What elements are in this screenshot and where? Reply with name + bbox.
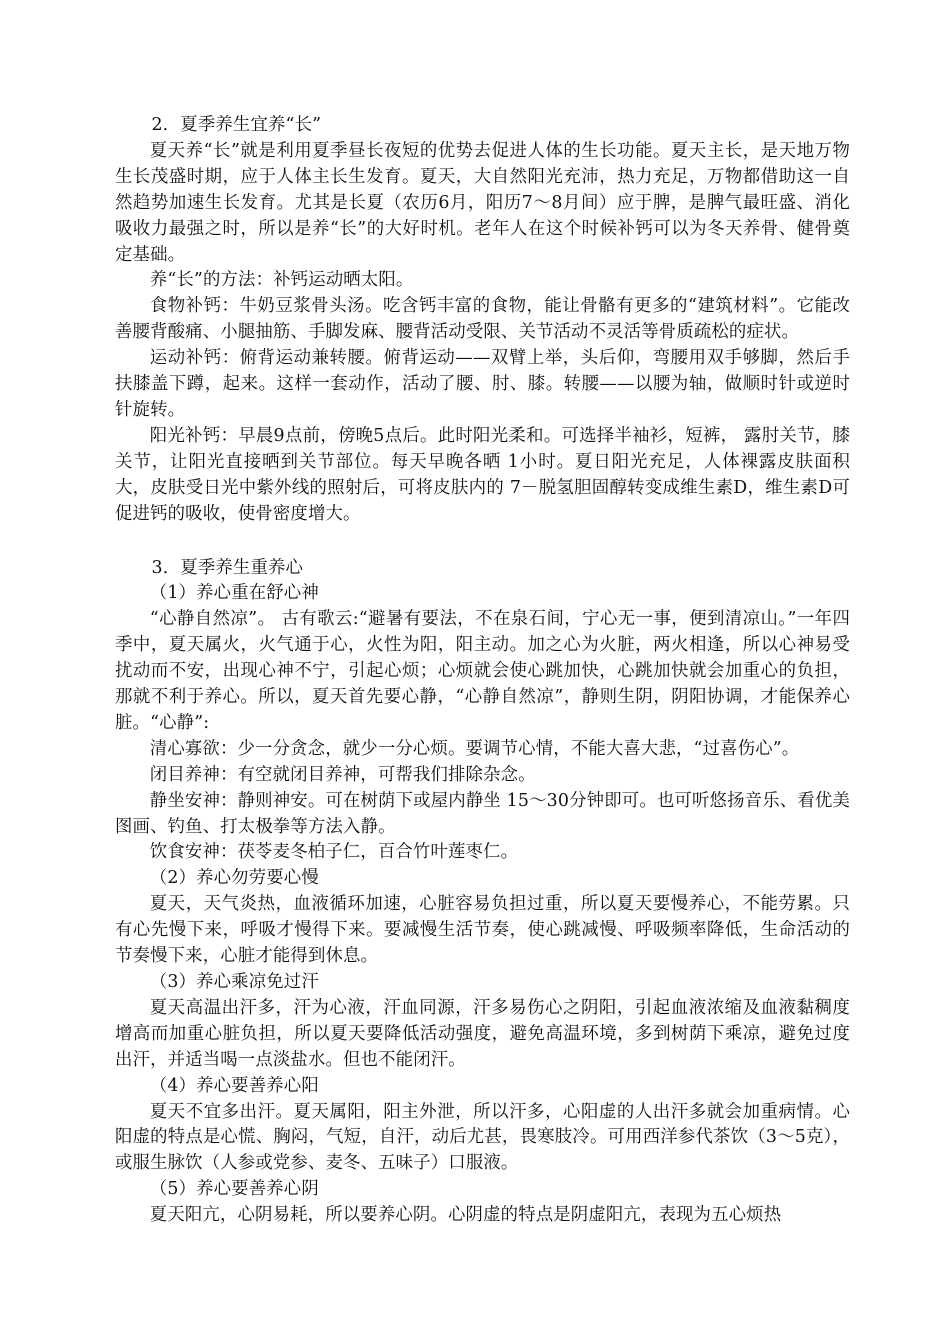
section-3-heading: 3．夏季养生重养心 bbox=[151, 557, 304, 578]
paragraph: 运动补钙：俯背运动兼转腰。俯背运动——双臂上举，头后仰，弯腰用双手够脚，然后手扶膝盖下蹲，起来。这样一套动作，活动了腰、肘、膝。转腰——以腰为轴，做顺时针或逆时针旋转。 bbox=[115, 348, 850, 420]
paragraph: 养“长”的方法：补钙运动晒太阳。 bbox=[149, 270, 414, 291]
subsection-heading: （5）养心要善养心阴 bbox=[149, 1179, 319, 1200]
section-2-heading: 2．夏季养生宜养“长” bbox=[151, 115, 322, 135]
subsection-heading: （2）养心勿劳要心慢 bbox=[149, 868, 319, 889]
paragraph: 夏天不宜多出汗。夏天属阳，阳主外泄，所以汗多，心阳虚的人出汗多就会加重病情。心阳虚的特点是心慌、胸闷，气短，自汗，动后尤甚，畏寒肢冷。可用西洋参代茶饮（3～5克），或服生脉饮（人参或党参、麦冬、五味子）口服液。 bbox=[115, 1101, 850, 1174]
paragraph: 夏天高温出汗多，汗为心液，汗血同源，汗多易伤心之阴阳，引起血液浓缩及血液黏稠度增高而加重心脏负担，所以夏天要降低活动强度，避免高温环境，多到树荫下乘凉，避免过度出汗，并适当喝一点淡盐水。但也不能闭汗。 bbox=[115, 997, 850, 1070]
paragraph: 阳光补钙：早晨9点前，傍晚5点后。此时阳光柔和。可选择半袖衫，短裤， 露肘关节，膝关节，让阳光直接晒到关节部位。每天早晚各晒 1小时。夏日阳光充足，人体裸露皮肤面积大，皮肤受日光中紫外线的照射后，可将皮肤内的 7－脱氢胆固醇转变成维生素D，维生素D可促进钙的吸收，使骨密度增大。 bbox=[115, 425, 850, 524]
paragraph: “心静自然凉”。 古有歌云:“避暑有要法，不在泉石间，宁心无一事，便到清凉山。”一年四季中，夏天属火，火气通于心，火性为阳，阳主动。加之心为火脏，两火相逢，所以心神易受扰动而不安，出现心神不宁，引起心烦；心烦就会使心跳加快，心跳加快就会加重心的负担，那就不利于养心。所以，夏天首先要心静，“心静自然凉”，静则生阴，阴阳协调，才能保养心脏。“心静”: bbox=[115, 609, 850, 733]
paragraph: 清心寡欲：少一分贪念，就少一分心烦。要调节心情，不能大喜大悲，“过喜伤心”。 bbox=[149, 738, 800, 759]
paragraph: 食物补钙：牛奶豆浆骨头汤。吃含钙丰富的食物，能让骨骼有更多的“建筑材料”。它能改善腰背酸痛、小腿抽筋、手脚发麻、腰背活动受限、关节活动不灵活等骨质疏松的症状。 bbox=[115, 296, 850, 343]
paragraph: 饮食安神：茯苓麦冬柏子仁，百合竹叶莲枣仁。 bbox=[149, 842, 519, 863]
section-spacer bbox=[115, 528, 850, 556]
paragraph: 闭目养神：有空就闭目养神，可帮我们排除杂念。 bbox=[149, 764, 536, 785]
subsection-heading: （1）养心重在舒心神 bbox=[149, 583, 319, 604]
paragraph: 夏天，天气炎热，血液循环加速，心脏容易负担过重，所以夏天要慢养心，不能劳累。只有心先慢下来，呼吸才慢得下来。要减慢生活节奏，使心跳减慢、呼吸频率降低，生命活动的节奏慢下来，心脏才能得到休息。 bbox=[115, 894, 850, 967]
paragraph: 夏天养“长”就是利用夏季昼长夜短的优势去促进人体的生长功能。夏天主长，是天地万物生长茂盛时期，应于人体主长生发育。夏天，大自然阳光充沛，热力充足，万物都借助这一自然趋势加速生长发育。尤其是长夏（农历6月，阳历7～8月间）应于脾，是脾气最旺盛、消化吸收力最强之时，所以是养“长”的大好时机。老年人在这个时候补钙可以为冬天养骨、健骨奠定基础。 bbox=[115, 140, 850, 265]
paragraph: 夏天阳亢，心阴易耗，所以要养心阴。心阴虚的特点是阴虚阳亢，表现为五心烦热 bbox=[149, 1205, 782, 1226]
paragraph: 静坐安神：静则神安。可在树荫下或屋内静坐 15～30分钟即可。也可听悠扬音乐、看优美图画、钓鱼、打太极拳等方法入静。 bbox=[115, 790, 850, 837]
subsection-heading: （3）养心乘凉免过汗 bbox=[149, 972, 319, 992]
subsection-heading: （4）养心要善养心阳 bbox=[149, 1075, 319, 1096]
document-body bbox=[115, 113, 850, 1229]
